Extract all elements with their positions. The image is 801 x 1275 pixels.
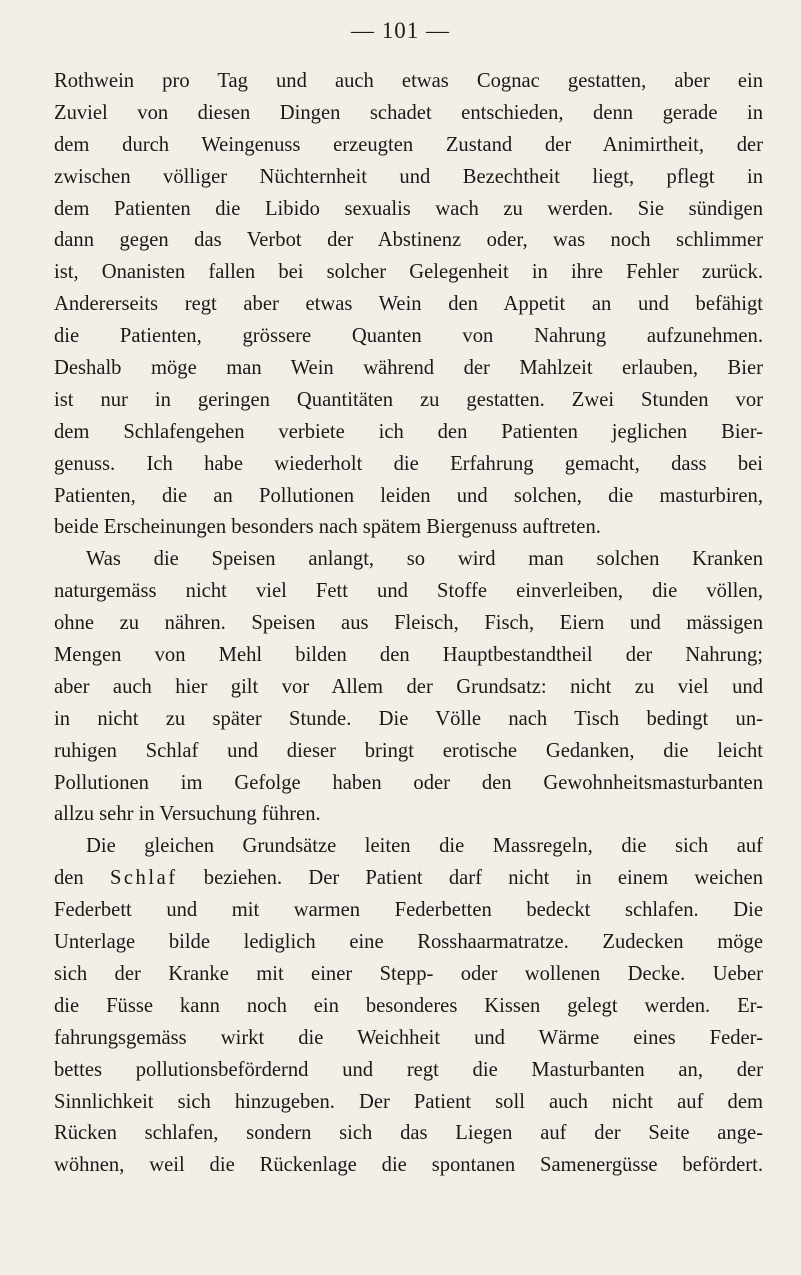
text-line: dann gegen das Verbot der Abstinenz oder, was noch schlimmer xyxy=(54,229,763,252)
text-segment: beziehen. Der Patient darf nicht in einem weichen xyxy=(177,867,763,890)
text-line: Was die Speisen anlangt, so wird man solchen Kranken xyxy=(86,548,763,571)
text-line: bettes pollutionsbefördernd und regt die Masturbanten an, der xyxy=(54,1058,763,1081)
text-line: Rothwein pro Tag und auch etwas Cognac gestatten, aber ein xyxy=(54,70,763,92)
text-line: Zuviel von diesen Dingen schadet entschieden, denn gerade in xyxy=(54,101,763,124)
text-line: Andererseits regt aber etwas Wein den Appetit an und befähigt xyxy=(54,293,763,316)
text-line: dem Patienten die Libido sexualis wach zu werden. Sie sündigen xyxy=(54,197,763,220)
text-line: sich der Kranke mit einer Stepp- oder wollenen Decke. Ueber xyxy=(54,962,763,985)
text-line: genuss. Ich habe wiederholt die Erfahrung gemacht, dass bei xyxy=(54,452,763,475)
text-line: wöhnen, weil die Rückenlage die spontanen Samenergüsse befördert. xyxy=(54,1154,763,1177)
text-line: allzu sehr in Versuchung führen. xyxy=(54,803,321,826)
body-text xyxy=(54,66,763,1182)
text-line: ist nur in geringen Quantitäten zu gestatten. Zwei Stunden vor xyxy=(54,388,763,411)
text-line: Federbett und mit warmen Federbetten bedeckt schlafen. Die xyxy=(54,899,763,922)
text-line xyxy=(54,863,763,895)
spaced-emphasis: Schlaf xyxy=(109,867,178,890)
text-line: ist, Onanisten fallen bei solcher Gelegenheit in ihre Fehler zurück. xyxy=(54,261,763,284)
text-line: Sinnlichkeit sich hinzugeben. Der Patient soll auch nicht auf dem xyxy=(54,1090,763,1113)
text-line: naturgemäss nicht viel Fett und Stoffe einverleiben, die völlen, xyxy=(54,580,763,603)
text-line: Deshalb möge man Wein während der Mahlzeit erlauben, Bier xyxy=(54,357,763,380)
page-number: — 101 — xyxy=(351,18,450,43)
text-line: Mengen von Mehl bilden den Hauptbestandtheil der Nahrung; xyxy=(54,644,763,667)
text-line: Patienten, die an Pollutionen leiden und solchen, die masturbiren, xyxy=(54,484,763,507)
text-line: dem durch Weingenuss erzeugten Zustand der Animirtheit, der xyxy=(54,133,763,156)
text-line: aber auch hier gilt vor Allem der Grundsatz: nicht zu viel und xyxy=(54,675,763,698)
text-line: dem Schlafengehen verbiete ich den Patienten jeglichen Bier- xyxy=(54,420,763,443)
text-line: Unterlage bilde lediglich eine Rosshaarmatratze. Zudecken möge xyxy=(54,931,763,954)
text-line: Pollutionen im Gefolge haben oder den Gewohnheitsmasturbanten xyxy=(54,771,763,794)
text-line: Die gleichen Grundsätze leiten die Massregeln, die sich auf xyxy=(86,835,763,858)
text-segment: den xyxy=(54,867,110,890)
text-line: ohne zu nähren. Speisen aus Fleisch, Fisch, Eiern und mässigen xyxy=(54,612,763,635)
text-line: zwischen völliger Nüchternheit und Bezechtheit liegt, pflegt in xyxy=(54,165,763,188)
text-line: die Füsse kann noch ein besonderes Kissen gelegt werden. Er- xyxy=(54,994,763,1017)
text-line: fahrungsgemäss wirkt die Weichheit und Wärme eines Feder- xyxy=(54,1026,763,1049)
text-line: die Patienten, grössere Quanten von Nahrung aufzunehmen. xyxy=(54,325,763,348)
text-line: Rücken schlafen, sondern sich das Liegen auf der Seite ange- xyxy=(54,1122,763,1145)
text-line: in nicht zu später Stunde. Die Völle nach Tisch bedingt un- xyxy=(54,707,763,730)
text-line: ruhigen Schlaf und dieser bringt erotische Gedanken, die leicht xyxy=(54,739,763,762)
text-line: beide Erscheinungen besonders nach spätem Biergenuss auftreten. xyxy=(54,516,601,539)
